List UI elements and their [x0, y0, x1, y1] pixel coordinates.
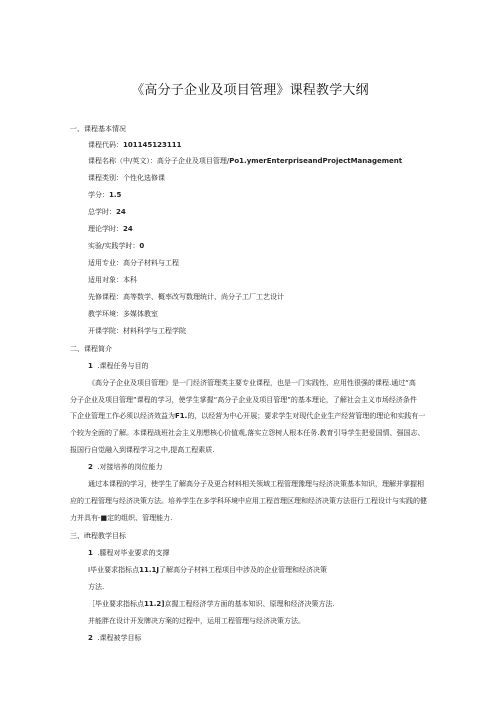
applicable-target: 适用对象：本科: [88, 276, 137, 284]
section-1-heading: 一、课程基本情况: [70, 125, 126, 133]
course-category: 课程类别：个性化选修课: [88, 174, 165, 182]
prerequisite-courses: 先修课程：高等数学、概率改写数理统计、尚分子工厂工艺设计: [88, 293, 284, 301]
applicable-major: 适用专业：高分子材料与工程: [88, 259, 179, 267]
para-2-line-1: 通过本课程的学习，使学生了解高分子及更合材料相关领域工程管理豫理与经济决策基本知识，理解并掌握相: [88, 480, 424, 488]
subsection-3-1-title: .朦程对毕业要求的支撑: [97, 549, 170, 557]
course-name-label: 课程名称（中/英文）：高分子企业及项目管理/: [88, 157, 230, 165]
credits-label: 学分：: [88, 191, 109, 199]
para-2-line-2: 应的工程管理与经济决策方法。培养学生在多学科环境中应用工程首理区理和经济决策方法诳行工程设计与实践的健: [70, 497, 427, 505]
subsection-3-2-number: 2: [88, 634, 93, 642]
indicator-11-2-label: ［毕业要求指标点: [88, 600, 144, 608]
teaching-environment: 教学环境：多媒体教室: [88, 310, 158, 318]
total-hours-line: [88, 207, 126, 217]
indicator-11-1-text: 了解高分子材料工程项目中涉及的企业管理和经济决策: [158, 566, 327, 574]
offering-school: 开课学院：材料科学与工程学院: [88, 327, 186, 335]
course-name-value: Po1.ymerEnterpriseandProjectManagement: [229, 157, 403, 165]
indicator-11-1-line: [88, 565, 327, 575]
course-name-line: [88, 156, 402, 166]
indicator-11-1-code: 11.1J: [139, 566, 159, 574]
para-1-line-3-c: 的，以经营为中心开展；要求学生对现代企业生产经营管理的理论和实践有一: [187, 412, 426, 420]
theory-hours-value: 24: [123, 225, 133, 233]
credits-line: [88, 190, 121, 200]
para-1-line-4: 个较为全面的了解。本课程战班社会主义刖想核心价值观,落实立怨树人根本任务.教育引导学生把爱国情、强国志、: [70, 429, 425, 437]
indicator-11-2-line: [88, 599, 335, 609]
total-hours-label: 总学时：: [88, 208, 116, 216]
para-1-line-3-a: 下企业管理工作必须以经济效益为: [70, 412, 175, 420]
subsection-2-2-heading: [88, 462, 163, 472]
para-1-line-3: [70, 411, 425, 421]
para-1-line-2: 分子企业及项目管理”课程的学习，使学生掌握“高分子企业及项目管理”的基本理论，了解社会主义市场经济条件: [70, 396, 417, 404]
subsection-2-2-number: 2: [88, 463, 93, 471]
total-hours-value: 24: [116, 208, 126, 216]
course-code-line: [88, 140, 181, 150]
lab-hours-value: 0: [139, 242, 145, 250]
course-code-label: 课程代码：: [88, 141, 123, 149]
indicator-11-1-continuation: 方法.: [88, 583, 105, 591]
course-code-value: 101145123111: [123, 141, 182, 149]
subsection-3-2-heading: [88, 633, 142, 643]
para-1-line-3-b: F1.: [175, 412, 188, 420]
subsection-2-1-number: 1: [88, 362, 93, 370]
para-2-line-3: 力并具有-■定的组织、管理能力.: [70, 514, 173, 522]
subsection-3-2-title: .课程被学目标: [97, 634, 142, 642]
para-1-line-1: 《高分子企业及项目管理》是一门经济管理类主要专业课程，也是一门实践性、应用性很强的课程.通过“高: [88, 379, 416, 387]
indicator-11-2-text: 京握工程经济学方面的基本知识、原理和经济决策方法.: [164, 600, 335, 608]
theory-hours-label: 理论学时：: [88, 225, 123, 233]
subsection-3-1-number: 1: [88, 549, 93, 557]
subsection-2-2-title: .对接培养的岗位能力: [97, 463, 163, 471]
indicator-11-1-label: I毕业要求指标点: [88, 566, 140, 574]
para-1-line-5: 报国行自觉融入到课程学习之中,提高工程素质.: [70, 446, 215, 454]
section-3-heading: 三、ift程教学目标: [70, 532, 127, 540]
credits-value: 1.5: [109, 191, 122, 199]
document-title: 《高分子企业及项目管理》课程教学大纲: [131, 83, 369, 98]
indicator-11-2-continuation: 并能胖在设计开发牌决方案的过程中，运用工程管理与经济决策方法。: [88, 617, 305, 625]
subsection-2-1-heading: [88, 361, 149, 371]
subsection-3-1-heading: [88, 548, 170, 558]
section-2-heading: 二、课程简介: [70, 345, 112, 353]
lab-hours-line: [88, 241, 144, 251]
subsection-2-1-title: .课程任务与目的: [97, 362, 149, 370]
lab-hours-label: 实验/实践学时：: [88, 242, 140, 250]
theory-hours-line: [88, 224, 133, 234]
indicator-11-2-code: 11.2]: [144, 600, 165, 608]
